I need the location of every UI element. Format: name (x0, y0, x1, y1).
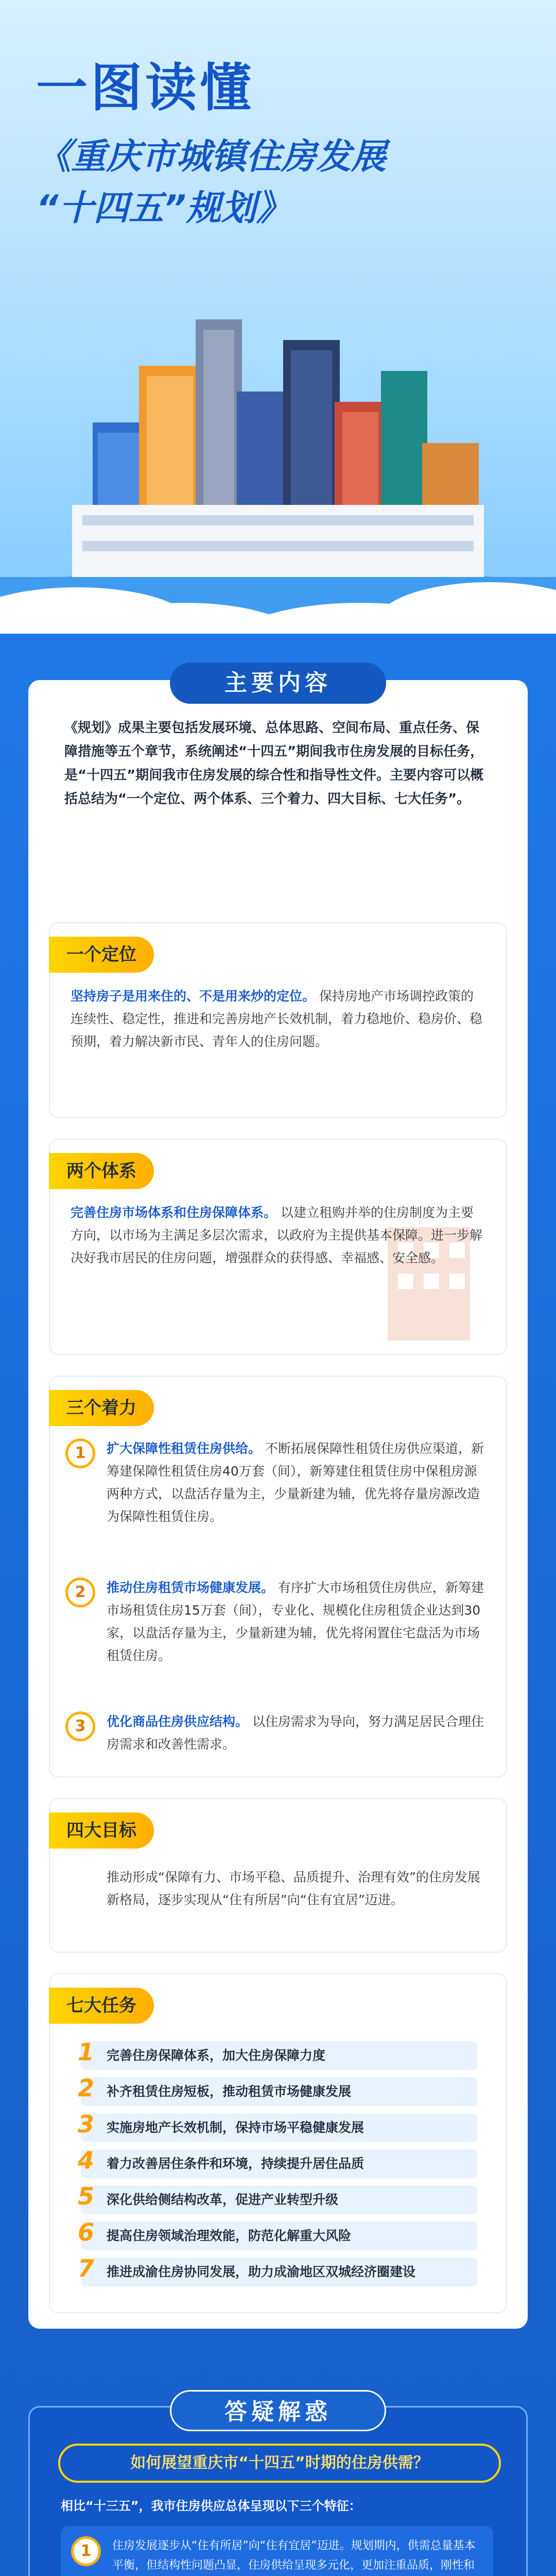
task-item (78, 2218, 477, 2250)
task-number: 6 (78, 2218, 95, 2246)
positioning-highlight: 坚持房子是用来住的、不是用来炒的定位。 (71, 989, 316, 1004)
intro-paragraph: 《规划》成果主要包括发展环境、总体思路、空间布局、重点任务、保障措施等五个章节，系统阐述“十四五”期间我市住房发展的目标任务，是“十四五”期间我市住房发展的综合性和指导性文件。主要内容可以概括总结为“一个定位、两个体系、三个着力、四大目标、七大任务”。 (64, 720, 484, 807)
hero-subtitle-line1: 《重庆市城镇住房发展 (36, 137, 387, 177)
task-number: 5 (78, 2182, 95, 2210)
focus-number-1: 1 (65, 1438, 95, 1468)
task-number: 2 (78, 2074, 95, 2102)
systems-text (71, 1201, 485, 1269)
task-number: 4 (78, 2146, 95, 2174)
section-header-main-content: 主要内容 (170, 663, 386, 704)
question-1: 如何展望重庆市“十四五”时期的住房供需？ (58, 2444, 501, 2483)
q1-intro: 相比“十三五”，我市住房供应总体呈现以下三个特征： (61, 2499, 361, 2513)
focus-number-2: 2 (65, 1578, 95, 1607)
main-content-area (0, 634, 556, 2576)
task-item (78, 2074, 477, 2106)
task-item (78, 2038, 477, 2070)
task-text: 实施房地产长效机制，保持市场平稳健康发展 (107, 2120, 364, 2135)
focus-item-1-body: 不断拓展保障性租赁住房供应渠道，新筹建保障性租赁住房40万套（间），新筹建住租赁住房中保租房源两种方式，以盘活存量为主，少量新建为辅，优先将存量房源改造为保障性租赁住房。 (107, 1441, 484, 1524)
focus-item-2 (107, 1577, 485, 1667)
q1-point-1-text: 住房发展逐步从“住有所居”向“住有宜居”迈进。规划期内，供需总量基本平衡，但结构性问题凸显，住房供给呈现多元化，更加注重品质，刚性和 (112, 2539, 476, 2572)
focus-item-1-highlight: 扩大保障性租赁住房供给。 (107, 1441, 262, 1456)
task-number: 3 (78, 2110, 95, 2138)
q1-point-1-box (61, 2526, 493, 2576)
task-number: 1 (78, 2038, 95, 2066)
label-goals: 四大目标 (49, 1812, 154, 1849)
card-goals (49, 1798, 507, 1953)
main-content-panel (28, 670, 528, 2329)
task-item (78, 2182, 477, 2214)
goals-text: 推动形成“保障有力、市场平稳、品质提升、治理有效”的住房发展新格局，逐步实现从“住有所居”向“住有宜居”迈进。 (107, 1870, 480, 1907)
task-item (78, 2255, 477, 2286)
hero-title: 一图读懂 (36, 58, 254, 118)
label-positioning: 一个定位 (49, 937, 154, 973)
hero-banner (0, 0, 556, 665)
card-systems (49, 1139, 507, 1355)
positioning-text (71, 985, 485, 1053)
systems-body: 以建立租购并举的住房制度为主要方向，以市场为主满足多层次需求，以政府为主提供基本保障。进一步解决好我市居民的住房问题，增强群众的获得感、幸福感、安全感。 (71, 1205, 483, 1265)
task-text: 深化供给侧结构改革，促进产业转型升级 (107, 2192, 339, 2207)
systems-highlight: 完善住房市场体系和住房保障体系。 (71, 1205, 277, 1220)
positioning-body: 保持房地产市场调控政策的连续性、稳定性，推进和完善房地产长效机制，着力稳地价、稳房价、稳预期，着力解决新市民、青年人的住房问题。 (71, 989, 483, 1049)
q1-point-number-1: 1 (71, 2536, 101, 2566)
section-header-qa: 答疑解惑 (170, 2390, 386, 2431)
label-systems: 两个体系 (49, 1153, 154, 1189)
focus-item-1 (107, 1437, 485, 1528)
hero-subtitle-line2: “十四五”规划》 (36, 188, 291, 229)
card-positioning (49, 922, 507, 1118)
focus-number-3: 3 (65, 1711, 95, 1741)
task-text: 完善住房保障体系，加大住房保障力度 (107, 2048, 326, 2063)
task-item (78, 2110, 477, 2142)
focus-item-2-body: 有序扩大市场租赁住房供应，新筹建市场租赁住房15万套（间），专业化、规模化住房租赁企业达到30家，以盘活存量为主，少量新建为辅，优先将闲置住宅盘活为市场租赁住房。 (107, 1580, 484, 1663)
card-focus (49, 1376, 507, 1777)
task-text: 提高住房领域治理效能，防范化解重大风险 (107, 2228, 352, 2243)
qa-panel (28, 2399, 528, 2576)
focus-item-2-highlight: 推动住房租赁市场健康发展。 (107, 1580, 274, 1595)
label-focus: 三个着力 (49, 1390, 154, 1426)
task-item (78, 2146, 477, 2178)
card-tasks (49, 1973, 507, 2313)
task-text: 推进成渝住房协同发展，助力成渝地区双城经济圈建设 (107, 2264, 416, 2279)
city-skyline-illustration (0, 289, 556, 665)
focus-item-3 (107, 1710, 485, 1756)
task-text: 补齐租赁住房短板，推动租赁市场健康发展 (107, 2084, 352, 2099)
task-number: 7 (78, 2255, 95, 2282)
focus-item-3-body: 以住房需求为导向，努力满足居民合理住房需求和改善性需求。 (107, 1714, 484, 1752)
task-text: 着力改善居住条件和环境，持续提升居住品质 (107, 2156, 364, 2171)
focus-item-3-highlight: 优化商品住房供应结构。 (107, 1714, 249, 1729)
label-tasks: 七大任务 (49, 1988, 154, 2024)
